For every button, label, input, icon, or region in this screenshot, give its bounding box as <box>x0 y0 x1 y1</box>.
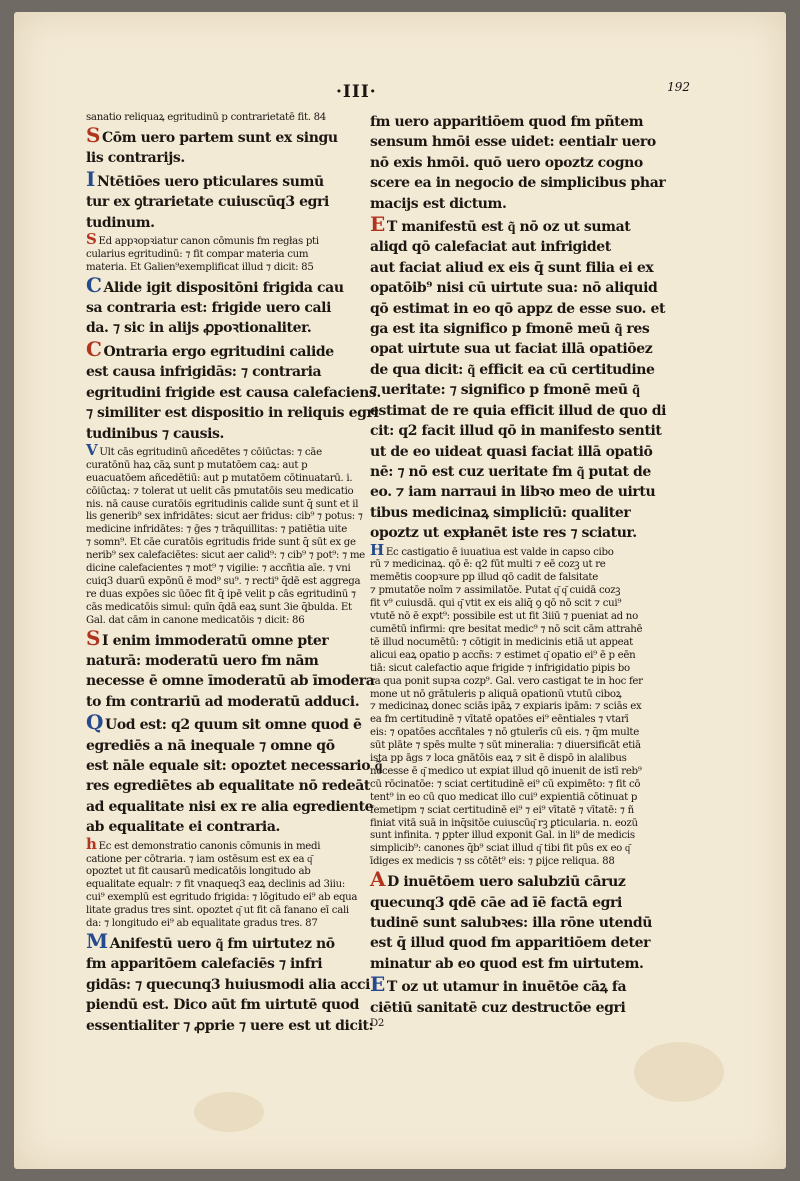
line-text: sa contraria est: frigide uero cali <box>86 300 332 317</box>
decorated-initial: h <box>86 834 97 853</box>
text-line <box>370 805 670 818</box>
text-line <box>86 473 376 486</box>
line-text: opat uirtute sua ut faciat illā opatiōez <box>370 341 653 358</box>
text-line <box>86 854 376 867</box>
decorated-initial: S <box>86 229 97 248</box>
decorated-initial: S <box>86 122 101 147</box>
line-text: ⁊ pmutatōe noīm ⁊ assimilatōe. Putat q͂ q͂ cuidā cozꝫ <box>370 585 621 597</box>
line-text: egritudini frigide est causa calefaciens. <box>86 384 381 401</box>
line-text: alicui eaꝝ opatio p accñs: ⁊ estimet q͂ opatio ei⁹ ē p eēn <box>370 649 636 661</box>
text-line <box>370 637 670 650</box>
text-line <box>370 753 670 766</box>
line-text: Ec est demonstratio canonis cōmunis in medi <box>98 840 321 852</box>
text-line <box>370 523 670 543</box>
line-text: minatur ab eo quod est fm uirtutem. <box>370 955 644 972</box>
text-line <box>370 933 670 953</box>
text-line <box>370 624 670 637</box>
line-text: necesse ē omne īmoderatū ab īmodera <box>86 673 375 690</box>
text-line <box>370 779 670 792</box>
line-text: estimat de re quia efficit illud de quo di <box>370 402 667 419</box>
text-line <box>370 237 670 257</box>
text-line <box>370 442 670 462</box>
line-text: lis contrarijs. <box>86 150 185 167</box>
line-text: dicine calefacientes ⁊ mot⁹ ⁊ vigilie: ⁊ accñtia aīe. ⁊ vni <box>86 563 351 575</box>
text-line <box>370 173 670 193</box>
line-text: tudinum. <box>86 214 155 231</box>
text-line <box>370 339 670 359</box>
text-line <box>370 572 670 585</box>
book-page <box>14 12 786 1169</box>
line-text: naturā: moderatū uero fm nām <box>86 653 319 669</box>
line-text: sūt plāte ⁊ spēs multe ⁊ sūt mineralia: ⁊ diuersificāt etiā <box>370 740 641 752</box>
text-line <box>370 830 670 843</box>
text-line <box>86 975 376 995</box>
line-text: nē: ⁊ nō est cuz ueritate fm q͂ putat de <box>370 463 651 480</box>
line-text: da: ⁊ longitudo ei⁹ ab equalitate gradus tres. 87 <box>86 918 318 930</box>
line-text: sensum hmōi esse uidet: eentialr uero <box>370 134 656 151</box>
text-line <box>86 440 376 460</box>
line-text: Cōm uero partem sunt ex singu <box>102 129 338 146</box>
line-text: tudinibus ⁊ causis. <box>86 425 224 442</box>
line-text: sanatio reliquaꝝ egritudinū p contrarietatē fit. 84 <box>86 112 326 123</box>
text-line <box>86 460 376 473</box>
line-text: scere ea in negocio de simplicibus phar <box>370 175 666 192</box>
line-text: re duas expōes sic ūōec fit q̄ ipē velit p cās egritudinū ⁊ <box>86 588 356 600</box>
line-text: Alide igit dispositōni frigida cau <box>103 279 344 296</box>
line-text: mone ut nō grātuleris p aliquā opationū vtutū ciboꝝ <box>370 688 622 700</box>
text-line <box>370 112 670 132</box>
line-text: cōiūctaꝝ: ⁊ tolerat ut uelit cās pmutatōis seu medicatio <box>86 485 354 497</box>
text-line <box>370 766 670 779</box>
decorated-initial: E <box>370 212 385 237</box>
line-text: Ontraria ergo egritudini calide <box>103 343 334 360</box>
right-text-column <box>370 112 670 1030</box>
line-text: ⁊ somn⁹. Et cāe curatōis egritudis fride sunt q̄ sūt ex ge <box>86 537 356 549</box>
text-line <box>370 998 670 1018</box>
line-text: ra qua ponit supꝛa cozp⁹. Gal. vero castigat te in hoc fer <box>370 675 643 687</box>
text-line <box>86 112 376 125</box>
line-text: D inuētōem uero salubziū cāruz <box>387 874 626 891</box>
text-line <box>370 132 670 152</box>
text-line <box>370 540 670 560</box>
text-line <box>86 905 376 918</box>
decorated-initial: E <box>370 972 385 997</box>
text-line <box>370 843 670 856</box>
decorated-initial: C <box>86 272 102 297</box>
line-text: ciētiū sanitatē cuz destructōe egri <box>370 999 626 1016</box>
decorated-initial: S <box>86 625 101 650</box>
text-line <box>86 879 376 892</box>
text-line <box>86 817 376 837</box>
text-line <box>86 834 376 854</box>
text-line <box>86 213 376 233</box>
text-line <box>370 278 670 298</box>
text-line <box>86 918 376 931</box>
line-text: gidās: ⁊ quecunq3 huiusmodi alia acci <box>86 976 371 993</box>
line-text: Gal. dat cām in canone medicatōis ⁊ dicit: 86 <box>86 614 305 626</box>
text-line <box>86 1016 376 1036</box>
text-line <box>370 893 670 913</box>
text-line <box>370 194 670 214</box>
text-line <box>370 559 670 572</box>
text-line <box>86 576 376 589</box>
text-line <box>86 148 376 168</box>
text-line <box>86 192 376 212</box>
text-line <box>86 229 376 249</box>
line-text: I enim immoderatū omne pter <box>102 632 329 649</box>
text-line <box>86 615 376 628</box>
line-text: est nāle equale sit: opoztet necessario q͂ <box>86 758 383 775</box>
folio-number: 192 <box>667 80 690 94</box>
text-line <box>370 360 670 380</box>
text-line <box>86 550 376 563</box>
decorated-initial: H <box>370 540 384 559</box>
text-line <box>370 663 670 676</box>
text-line <box>86 625 376 651</box>
text-line <box>86 563 376 576</box>
running-title: ·III· <box>336 82 377 102</box>
line-text: aut faciat aliud ex eis q̄ sunt filia ei ex <box>370 259 654 276</box>
line-text: cui⁹ exemplū est egritudo frigida: ⁊ lōgitudo ei⁹ ab equa <box>86 892 358 904</box>
line-text: macijs est dictum. <box>370 195 507 212</box>
text-line <box>86 692 376 712</box>
text-line <box>86 524 376 537</box>
decorated-initial: C <box>86 336 102 361</box>
line-text: Anifestū uero q͂ fm uirtutez nō <box>109 936 335 952</box>
line-text: fit v⁹ cuiusdā. qui q͂ vtit ex eis aliq̄ ꝯ qō nō scit ⁊ cui⁹ <box>370 598 622 610</box>
line-text: Uod est: q2 quum sit omne quod ē <box>105 717 362 734</box>
line-text: femetipm ⁊ sciat certitudinē ei⁹ ⁊ ei⁹ vītatē ⁊ vītatē: ⁊ ñ <box>370 804 634 816</box>
line-text: lis generib⁹ sex infridātes: sicut aer fridus: cib⁹ ⁊ potus: ⁊ <box>86 511 363 523</box>
text-line <box>370 258 670 278</box>
text-line <box>86 362 376 382</box>
line-text: rū ⁊ medicinaꝝ. qō ē: q2 fūt multi ⁊ eē cozꝫ ut re <box>370 559 606 571</box>
line-text: res egrediētes ab equalitate nō redeāt <box>86 778 370 795</box>
decorated-initial: I <box>86 166 95 191</box>
text-line <box>86 892 376 905</box>
line-text: curatōnū haꝝ cāꝝ sunt p mutatōem caꝝ: aut p <box>86 459 308 471</box>
decorated-initial: Q <box>86 710 104 735</box>
line-text: Ed appꝛopꝛiatur canon cōmunis fm regłas pti <box>98 235 319 247</box>
line-text: fm uero apparitiōem quod fm pñtem <box>370 114 644 130</box>
text-line <box>370 380 670 400</box>
text-line <box>370 727 670 740</box>
text-line <box>86 336 376 362</box>
page-header <box>14 74 786 104</box>
line-text: catione per cōtraria. ⁊ iam ostēsum est ex ea q͂ <box>86 853 312 865</box>
line-text: materia. Et Galien⁹exemplificat illud ⁊ dicit: 85 <box>86 261 314 273</box>
line-text: cit: q2 facit illud qō in manifesto sentit <box>370 423 662 440</box>
line-text: eis: ⁊ opatōes accñtales ⁊ nō gtulerīs cū eis. ⁊ q̄m multe <box>370 727 639 739</box>
line-text: memētis coopꝛure pp illud qō cadit de falsitate <box>370 572 598 584</box>
line-text: cumētū infirmi: qre besitat medic⁹ ⁊ nō scit cām attrahē <box>370 623 643 635</box>
text-line <box>86 122 376 148</box>
text-line <box>86 602 376 615</box>
line-text: T manifestū est q͂ nō oz ut sumat <box>386 219 631 236</box>
line-text: nis. nā cause curatōis egritudinis calide sunt q̄ sunt et il <box>86 498 359 510</box>
decorated-initial: V <box>86 440 98 459</box>
text-line <box>86 511 376 524</box>
text-line <box>370 954 670 974</box>
text-line <box>370 214 670 237</box>
text-line <box>370 421 670 441</box>
text-line <box>370 740 670 753</box>
line-text: tur ex ꝯtrarietate cuiuscūq3 egri <box>86 194 329 211</box>
text-line <box>370 869 670 892</box>
line-text: nerib⁹ sex calefaciētes: sicut aer calid⁹: ⁊ cib⁹ ⁊ pot⁹: ⁊ me <box>86 550 365 562</box>
text-line <box>86 589 376 602</box>
page-stain <box>634 1042 724 1102</box>
text-line <box>86 403 379 423</box>
line-text: T oz ut utamur in inuētōe cāꝝ fa <box>386 979 627 996</box>
text-line <box>370 503 670 523</box>
text-line <box>86 736 376 756</box>
line-text: fm apparitōem calefaciēs ⁊ infri <box>86 956 323 973</box>
text-line <box>86 671 376 691</box>
line-text: tiā: sicut calefactio aque frigide ⁊ infrigidatio pipis bo <box>370 662 630 674</box>
line-text: medicine infridātes: ⁊ ḡes ⁊ trāquillitas: ⁊ patiētia uite <box>86 524 347 536</box>
decorated-initial: A <box>370 867 386 892</box>
line-text: aliqd qō calefaciat aut infrigidet <box>370 239 611 256</box>
text-line <box>86 537 376 550</box>
line-text: quecunq3 qdē cāe ad īē factā egri <box>370 894 622 911</box>
line-text: litate gradus tres sint. opoztet q͂ ut fit cā fanano eī cali <box>86 905 349 917</box>
line-text: ⁊ similiter est dispositio in reliquis egri <box>86 405 379 422</box>
text-line <box>86 797 376 817</box>
line-text: tudinē sunt salubꝛes: illa rōne utendū <box>370 915 653 931</box>
line-text: ea fm certitudinē ⁊ vītatē opatōes ei⁹ eēntiales ⁊ vtarī <box>370 714 629 726</box>
line-text: qō estimat in eo qō appz de esse suo. et <box>370 300 666 317</box>
line-text: tibus medicinaꝝ simpliciū: qualiter <box>370 504 631 521</box>
line-text: ab equalitate ei contraria. <box>86 819 280 836</box>
text-line <box>86 995 376 1015</box>
text-line <box>370 319 670 339</box>
text-line <box>86 776 376 796</box>
line-text: Ntētiōes uero pticulares sumū <box>96 173 324 190</box>
line-text: tē illud nocumētū: ⁊ cōtigit in medicinis etiā ut appeat <box>370 636 633 648</box>
line-text: cū rōcinatōe: ⁊ sciat certitudinē ei⁹ cū expimēto: ⁊ fit cō <box>370 778 641 790</box>
line-text: opatōib⁹ nisi cū uirtute sua: nō aliquid <box>370 280 658 297</box>
text-line <box>86 298 376 318</box>
text-line <box>370 818 670 831</box>
text-line <box>370 676 670 689</box>
text-line <box>370 650 670 663</box>
text-line <box>86 318 376 338</box>
line-text: ut de eo uideat quasi faciat illā opatiō <box>370 443 653 460</box>
text-line <box>86 931 376 954</box>
text-line <box>86 866 376 879</box>
line-text: Ult cās egritudinū añcedētes ⁊ cōiūctas: ⁊ cāe <box>99 446 322 458</box>
text-line <box>370 611 670 624</box>
text-line <box>86 499 376 512</box>
line-text: cuiq3 duarū expōnū ē mod⁹ su⁹. ⁊ recti⁹ q̄dē est aggrega <box>86 575 361 587</box>
text-line <box>370 974 670 997</box>
line-text: vtutē nō ē expt⁹: possibile est ut fit 3iiū ⁊ pueniat ad no <box>370 611 638 623</box>
text-line <box>86 756 383 776</box>
line-text: est causa infrigidās: ⁊ contraria <box>86 364 322 381</box>
line-text: opoztz ut expłanēt iste res ⁊ sciatur. <box>370 525 637 542</box>
text-line <box>370 401 670 421</box>
text-line <box>370 714 670 727</box>
text-line <box>86 651 376 671</box>
line-text: Ec castigatio ē iuuatiua est valde in capso cibo <box>385 546 614 558</box>
line-text: ⁊ ueritate: ⁊ significo p fmonē meū q͂ <box>370 382 640 399</box>
line-text: de qua dicit: q͂ efficit ea cū certitudine <box>370 361 655 378</box>
line-text: to fm contrariū ad moderatū adduci. <box>86 693 360 710</box>
text-line <box>370 856 670 869</box>
text-line <box>370 689 670 702</box>
text-line <box>370 462 670 482</box>
line-text: cās medicatōis simul: quīn q̄dā eaꝝ sunt 3ie q̄bulda. Et <box>86 601 352 613</box>
text-line <box>370 1018 670 1031</box>
line-text: D2 <box>370 1018 385 1030</box>
line-text: ⁊ medicinaꝝ donec sciās ipāꝝ ⁊ expiaris ipām: ⁊ sciās ex <box>370 701 642 713</box>
text-line <box>370 585 670 598</box>
line-text: essentialiter ⁊ ꝓprie ⁊ uere est ut dicit: <box>86 1017 374 1034</box>
line-text: est q̄ illud quod fm apparitiōem deter <box>370 935 651 952</box>
text-line <box>370 482 670 502</box>
line-text: ad equalitate nisi ex re alia egrediente <box>86 798 374 815</box>
line-text: ga est ita significo p fmonē meū q͂ res <box>370 321 650 338</box>
text-line <box>86 272 376 298</box>
line-text: cularius egritudinū: ⁊ fit compar materia cum <box>86 248 309 260</box>
line-text: nō exis hmōi. quō uero opoztz cogno <box>370 154 643 171</box>
page-stain <box>194 1092 264 1132</box>
text-line <box>370 913 670 933</box>
line-text: equalitate equalr: ⁊ fit vnaqueq3 eaꝝ declinis ad 3iiu: <box>86 879 345 891</box>
line-text: piendū est. Dico aūt fm uirtutē quod <box>86 997 359 1014</box>
line-text: tent⁹ in eo cū quo medicat illo cui⁹ expientiā cōtinuat p <box>370 791 638 803</box>
text-line <box>86 262 376 275</box>
text-line <box>86 383 381 403</box>
text-line <box>370 598 670 611</box>
line-text: da. ⁊ sic in alijs ꝓpoꝛtionaliter. <box>86 320 312 337</box>
text-line <box>370 792 670 805</box>
line-text: ista pp āgs ⁊ loca gnātōis eaꝝ ⁊ sit ē dispō in alalibus <box>370 753 627 765</box>
line-text: simplicib⁹: canones q̄b⁹ sciat illud q͂ tibi fit pūs ex eo q͂ <box>370 843 630 855</box>
line-text: finiat vitā suā in inq̄sitōe cuiuscūq͂ rꝫ ꝑticularia. n. eozū <box>370 817 638 829</box>
line-text: eo. ⁊ iam narraui in libꝛo meo de uirtu <box>370 484 656 501</box>
text-line <box>86 424 376 444</box>
line-text: opoztet ut fit causarū medicatōis longitudo ab <box>86 866 311 878</box>
text-line <box>370 153 670 173</box>
line-text: necesse ē q͂ medico ut expiat illud qō inuenit de istī reb⁹ <box>370 765 642 777</box>
line-text: sunt infinita. ⁊ ꝑpter illud exponit Gal. in li⁹ de medicis <box>370 830 635 842</box>
line-text: īdiges ex medicis ⁊ ss cōtēt⁹ eis: ⁊ ꝑijce reliqua. 88 <box>370 856 615 868</box>
text-line <box>86 249 376 262</box>
text-line <box>370 701 670 714</box>
text-line <box>86 166 376 192</box>
line-text: euacuatōem añcedētiū: aut p mutatōem cōtinuatarū. i. <box>86 472 353 484</box>
line-text: egrediēs a nā inequale ⁊ omne qō <box>86 737 335 754</box>
decorated-initial: M <box>86 929 108 953</box>
text-line <box>86 712 376 735</box>
text-line <box>370 299 670 319</box>
text-line <box>86 486 376 499</box>
text-line <box>86 954 376 974</box>
